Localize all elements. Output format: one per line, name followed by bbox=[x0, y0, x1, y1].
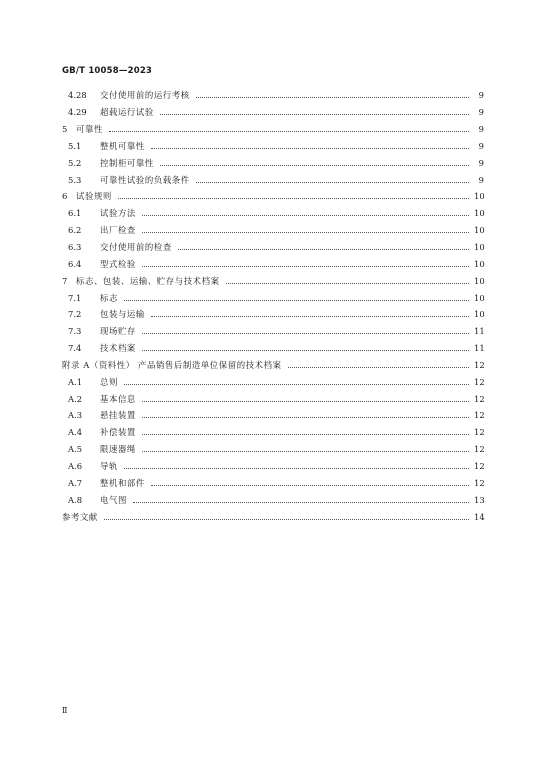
toc-leader-dots bbox=[196, 181, 469, 183]
toc-entry-page: 12 bbox=[474, 376, 485, 387]
toc-entry-page: 12 bbox=[474, 410, 485, 421]
toc-entry-page: 12 bbox=[474, 460, 485, 471]
toc-entry-page: 12 bbox=[474, 393, 485, 404]
toc-entry[interactable] bbox=[62, 340, 484, 357]
toc-leader-dots bbox=[160, 164, 469, 166]
toc-leader-dots bbox=[124, 467, 469, 469]
toc-leader-dots bbox=[142, 214, 469, 216]
toc-entry[interactable] bbox=[62, 255, 484, 272]
toc-entry-page: 9 bbox=[478, 174, 484, 185]
toc-entry-page: 10 bbox=[474, 258, 485, 269]
toc-entry[interactable] bbox=[62, 407, 484, 424]
page-number-footer: Ⅱ bbox=[62, 706, 68, 715]
toc-leader-dots bbox=[151, 484, 469, 486]
toc-entry-number: 7 bbox=[62, 275, 68, 286]
toc-entry-title: 型式检验 bbox=[100, 258, 136, 269]
toc-entry[interactable] bbox=[62, 222, 484, 239]
toc-entry-page: 9 bbox=[478, 157, 484, 168]
toc-entry-title: 交付使用前的检查 bbox=[100, 242, 172, 253]
toc-entry-number: 6.1 bbox=[68, 208, 82, 219]
toc-leader-dots bbox=[178, 248, 469, 250]
toc-entry[interactable] bbox=[62, 104, 484, 121]
toc-entry-page: 9 bbox=[478, 107, 484, 118]
toc-leader-dots bbox=[142, 433, 469, 435]
toc-entry-page: 11 bbox=[474, 326, 485, 337]
toc-entry[interactable] bbox=[62, 188, 484, 205]
toc-entry-page: 14 bbox=[474, 511, 485, 522]
toc-entry-title: 导轨 bbox=[100, 460, 118, 471]
toc-entry-number: A.2 bbox=[68, 393, 83, 404]
toc-entry-title: 基本信息 bbox=[100, 393, 136, 404]
toc-leader-dots bbox=[142, 450, 469, 452]
toc-entry[interactable] bbox=[62, 154, 484, 171]
toc-entry-title: 悬挂装置 bbox=[100, 410, 136, 421]
toc-entry-number: 6 bbox=[62, 191, 68, 202]
toc-entry-number: A.7 bbox=[68, 477, 83, 488]
toc-entry[interactable] bbox=[62, 121, 484, 138]
toc-leader-dots bbox=[142, 349, 469, 351]
toc-entry-title: 超载运行试验 bbox=[100, 107, 154, 118]
toc-entry[interactable] bbox=[62, 441, 484, 458]
toc-entry-title: 包装与运输 bbox=[100, 309, 145, 320]
toc-entry-number: 7.4 bbox=[68, 343, 82, 354]
toc-entry-page: 10 bbox=[474, 309, 485, 320]
toc-leader-dots bbox=[124, 299, 469, 301]
toc-leader-dots bbox=[196, 96, 469, 98]
toc-leader-dots bbox=[142, 231, 469, 233]
toc-entry-number: 4.28 bbox=[68, 90, 87, 101]
toc-entry-number: A.4 bbox=[68, 427, 83, 438]
toc-entry-number: 7.3 bbox=[68, 326, 82, 337]
toc-leader-dots bbox=[288, 366, 469, 368]
toc-entry[interactable] bbox=[62, 272, 484, 289]
toc-entry-title: 标志 bbox=[100, 292, 118, 303]
toc-entry-number: 5 bbox=[62, 124, 68, 135]
toc-entry[interactable] bbox=[62, 508, 484, 525]
toc-entry-number: 5.1 bbox=[68, 140, 82, 151]
toc-entry-page: 10 bbox=[474, 191, 485, 202]
toc-leader-dots bbox=[142, 400, 469, 402]
table-of-contents bbox=[62, 87, 484, 525]
toc-entry-title: 交付使用前的运行考核 bbox=[100, 90, 190, 101]
toc-leader-dots bbox=[160, 113, 469, 115]
toc-entry[interactable] bbox=[62, 289, 484, 306]
toc-entry-page: 13 bbox=[474, 494, 485, 505]
toc-entry-number: 6.4 bbox=[68, 258, 82, 269]
toc-entry-title: 可靠性 bbox=[76, 124, 103, 135]
toc-entry-title: 试验规则 bbox=[76, 191, 112, 202]
toc-entry-title: 整机和部件 bbox=[100, 477, 145, 488]
toc-entry-number: 5.3 bbox=[68, 174, 82, 185]
toc-entry-number: 7.1 bbox=[68, 292, 82, 303]
toc-entry-number: A.8 bbox=[68, 494, 83, 505]
toc-entry-number: A.1 bbox=[68, 376, 83, 387]
toc-entry-number: A.6 bbox=[68, 460, 83, 471]
toc-leader-dots bbox=[109, 130, 469, 132]
toc-entry-number: 5.2 bbox=[68, 157, 82, 168]
toc-entry-title: 总则 bbox=[100, 376, 118, 387]
toc-entry[interactable] bbox=[62, 390, 484, 407]
toc-entry-title: 电气图 bbox=[100, 494, 127, 505]
toc-entry-title: 出厂检查 bbox=[100, 225, 136, 236]
toc-entry[interactable] bbox=[62, 205, 484, 222]
toc-entry-page: 10 bbox=[474, 208, 485, 219]
toc-entry-title: 技术档案 bbox=[100, 343, 136, 354]
toc-entry[interactable] bbox=[62, 373, 484, 390]
toc-entry-title: 现场贮存 bbox=[100, 326, 136, 337]
toc-entry[interactable] bbox=[62, 357, 484, 374]
toc-leader-dots bbox=[142, 416, 469, 418]
toc-entry-number: A.3 bbox=[68, 410, 83, 421]
toc-entry[interactable] bbox=[62, 491, 484, 508]
toc-entry[interactable] bbox=[62, 87, 484, 104]
toc-entry-title: 补偿装置 bbox=[100, 427, 136, 438]
toc-entry-page: 10 bbox=[474, 225, 485, 236]
toc-entry-title: 标志、包装、运输、贮存与技术档案 bbox=[76, 275, 220, 286]
toc-entry-page: 9 bbox=[478, 90, 484, 101]
toc-entry-title: 附录 A（资料性） 产品销售后制造单位保留的技术档案 bbox=[62, 359, 282, 370]
toc-entry-number: 6.2 bbox=[68, 225, 82, 236]
toc-entry[interactable] bbox=[62, 458, 484, 475]
toc-entry-page: 11 bbox=[474, 343, 485, 354]
toc-entry-page: 9 bbox=[478, 140, 484, 151]
toc-entry-number: 7.2 bbox=[68, 309, 82, 320]
toc-entry-number: 6.3 bbox=[68, 242, 82, 253]
toc-leader-dots bbox=[151, 315, 469, 317]
standard-number-header: GB/T 10058—2023 bbox=[62, 66, 153, 76]
toc-entry-title: 参考文献 bbox=[62, 511, 98, 522]
toc-entry-title: 整机可靠性 bbox=[100, 140, 145, 151]
toc-leader-dots bbox=[142, 332, 469, 334]
toc-entry-page: 9 bbox=[478, 124, 484, 135]
toc-leader-dots bbox=[104, 518, 469, 520]
toc-entry-title: 可靠性试验的负载条件 bbox=[100, 174, 190, 185]
toc-entry-page: 12 bbox=[474, 477, 485, 488]
toc-entry-page: 10 bbox=[474, 275, 485, 286]
toc-leader-dots bbox=[118, 197, 469, 199]
toc-leader-dots bbox=[124, 383, 469, 385]
toc-entry[interactable] bbox=[62, 171, 484, 188]
toc-entry-title: 限速器绳 bbox=[100, 444, 136, 455]
toc-entry-page: 12 bbox=[474, 427, 485, 438]
toc-entry-page: 10 bbox=[474, 242, 485, 253]
toc-entry[interactable] bbox=[62, 239, 484, 256]
toc-entry[interactable] bbox=[62, 474, 484, 491]
toc-entry-page: 10 bbox=[474, 292, 485, 303]
toc-leader-dots bbox=[133, 501, 469, 503]
toc-leader-dots bbox=[151, 147, 469, 149]
toc-leader-dots bbox=[142, 265, 469, 267]
toc-entry-page: 12 bbox=[474, 444, 485, 455]
toc-entry[interactable] bbox=[62, 306, 484, 323]
toc-entry[interactable] bbox=[62, 138, 484, 155]
toc-entry[interactable] bbox=[62, 424, 484, 441]
toc-entry[interactable] bbox=[62, 323, 484, 340]
toc-entry-title: 试验方法 bbox=[100, 208, 136, 219]
toc-entry-title: 控制柜可靠性 bbox=[100, 157, 154, 168]
toc-entry-number: 4.29 bbox=[68, 107, 87, 118]
toc-entry-page: 12 bbox=[474, 359, 485, 370]
toc-entry-number: A.5 bbox=[68, 444, 83, 455]
toc-leader-dots bbox=[226, 282, 469, 284]
